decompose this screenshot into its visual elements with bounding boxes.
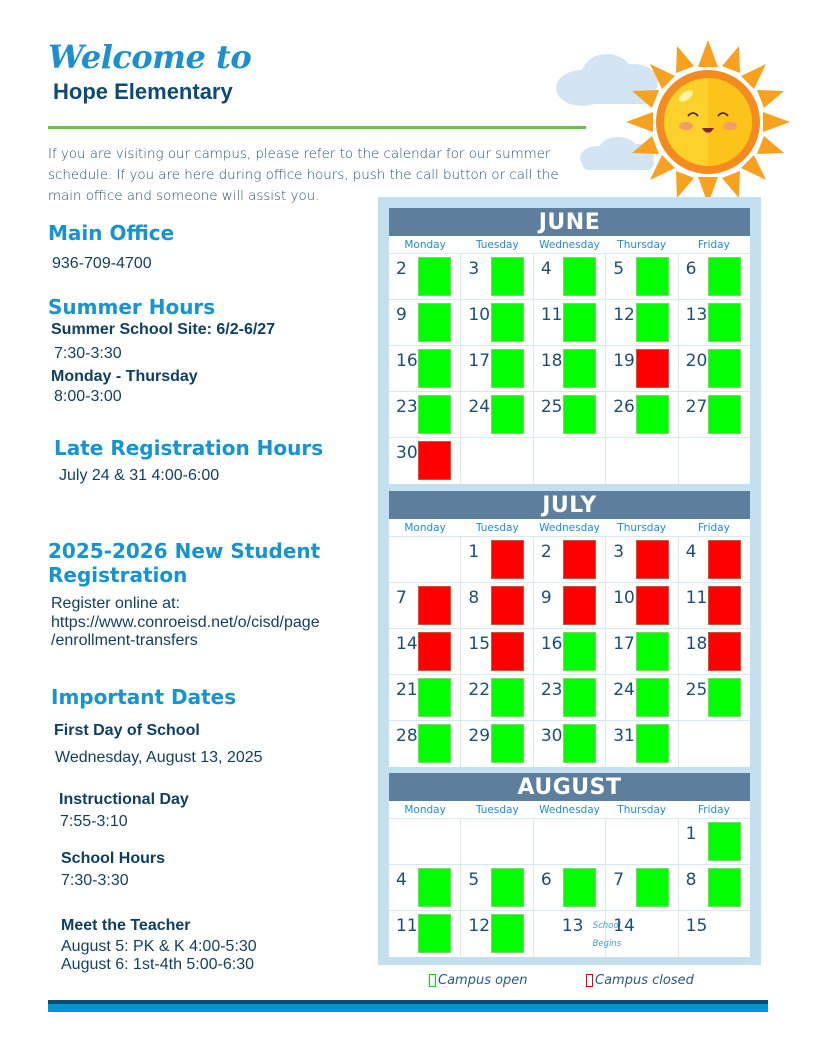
day-cell bbox=[389, 675, 461, 720]
day-cell bbox=[461, 721, 533, 767]
day-number: 6 bbox=[685, 259, 697, 279]
day-number: 21 bbox=[396, 680, 418, 700]
day-number: 4 bbox=[396, 870, 407, 890]
day-cell bbox=[461, 537, 533, 582]
day-number: 2 bbox=[396, 259, 407, 279]
day-number: 29 bbox=[468, 726, 491, 746]
registration-link[interactable]: https://www.conroeisd.net/o/cisd/page bbox=[51, 614, 320, 631]
campus-open-marker bbox=[491, 257, 524, 296]
day-number: 27 bbox=[685, 397, 708, 417]
weekday-label: Wednesday bbox=[539, 804, 600, 816]
day-cell bbox=[534, 865, 606, 910]
day-cell bbox=[389, 629, 461, 674]
day-cell bbox=[534, 254, 606, 299]
day-number: 24 bbox=[613, 680, 635, 700]
instructional-day-label: Instructional Day bbox=[59, 791, 189, 808]
day-cell bbox=[679, 537, 750, 582]
campus-open-marker bbox=[708, 349, 741, 388]
day-number: 28 bbox=[396, 726, 418, 746]
campus-open-marker bbox=[491, 868, 524, 907]
closed-swatch-icon bbox=[586, 974, 593, 987]
campus-closed-marker bbox=[418, 441, 451, 480]
day-cell bbox=[606, 392, 678, 437]
day-cell bbox=[679, 865, 750, 910]
campus-open-marker bbox=[563, 868, 596, 907]
divider bbox=[48, 126, 586, 129]
day-cell bbox=[461, 300, 533, 345]
day-cell bbox=[679, 911, 750, 957]
campus-open-marker bbox=[418, 395, 451, 434]
day-number: 1 bbox=[685, 824, 697, 844]
day-number: 4 bbox=[540, 259, 552, 279]
day-number: 9 bbox=[396, 305, 407, 325]
empty-day-cell bbox=[679, 438, 750, 484]
day-number: 25 bbox=[685, 680, 708, 700]
campus-open-marker bbox=[418, 303, 451, 342]
day-cell bbox=[389, 438, 461, 484]
day-cell bbox=[534, 346, 606, 391]
day-cell bbox=[461, 675, 533, 720]
day-number: 5 bbox=[613, 259, 625, 279]
weekday-label: Friday bbox=[698, 239, 730, 251]
late-registration-heading: Late Registration Hours bbox=[54, 436, 324, 460]
campus-closed-marker bbox=[563, 540, 596, 579]
empty-day-cell bbox=[606, 438, 678, 484]
day-cell bbox=[389, 583, 461, 628]
week-row bbox=[389, 392, 750, 438]
day-cell bbox=[534, 629, 606, 674]
day-number: 8 bbox=[685, 870, 697, 890]
day-number: 22 bbox=[468, 680, 491, 700]
day-cell bbox=[679, 254, 750, 299]
campus-open-marker bbox=[636, 303, 669, 342]
weekday-label: Wednesday bbox=[539, 522, 600, 534]
intro-paragraph: If you are visiting our campus, please refer to the calendar for our summer schedule. If you are here during office hours, push the call button or call the main office and someone will assist you. bbox=[48, 147, 559, 204]
late-registration-details: July 24 & 31 4:00-6:00 bbox=[59, 467, 220, 484]
day-cell bbox=[679, 819, 750, 864]
weekday-label: Friday bbox=[698, 804, 730, 816]
day-cell bbox=[534, 392, 606, 437]
day-number: 18 bbox=[685, 634, 708, 654]
week-row bbox=[389, 819, 750, 865]
weekday-header-row bbox=[389, 801, 750, 819]
summer-site-hours: 7:30-3:30 bbox=[54, 345, 122, 362]
day-number: 10 bbox=[468, 305, 491, 325]
day-note: School Begins bbox=[592, 921, 622, 949]
day-number: 10 bbox=[613, 588, 635, 608]
campus-open-marker bbox=[708, 678, 741, 717]
day-number: 3 bbox=[613, 542, 625, 562]
day-number: 16 bbox=[540, 634, 563, 654]
week-row bbox=[389, 865, 750, 911]
summer-days-label: Monday - Thursday bbox=[51, 368, 198, 385]
empty-day-cell bbox=[606, 819, 678, 864]
campus-open-marker bbox=[418, 724, 451, 763]
week-row bbox=[389, 583, 750, 629]
day-cell bbox=[389, 346, 461, 391]
day-number: 7 bbox=[613, 870, 625, 890]
campus-closed-marker bbox=[491, 586, 524, 625]
weekday-label: Monday bbox=[404, 522, 446, 534]
day-number: 1 bbox=[468, 542, 480, 562]
welcome-heading: Welcome to bbox=[48, 38, 252, 76]
month-title: JUNE bbox=[389, 208, 750, 236]
campus-open-marker bbox=[708, 303, 741, 342]
important-dates-heading: Important Dates bbox=[51, 685, 237, 709]
summer-site-label: Summer School Site: 6/2-6/27 bbox=[51, 321, 276, 338]
instructional-day-value: 7:55-3:10 bbox=[60, 813, 128, 830]
day-number: 6 bbox=[540, 870, 552, 890]
day-number: 19 bbox=[613, 351, 635, 371]
campus-open-marker bbox=[708, 822, 741, 861]
main-office-phone: 936-709-4700 bbox=[52, 255, 152, 272]
day-cell bbox=[461, 583, 533, 628]
day-cell bbox=[461, 392, 533, 437]
day-number: 14 bbox=[613, 916, 635, 936]
campus-open-marker bbox=[636, 724, 669, 763]
campus-closed-marker bbox=[708, 540, 741, 579]
empty-day-cell bbox=[461, 819, 533, 864]
summer-hours-heading: Summer Hours bbox=[48, 295, 216, 319]
legend-open-label: Campus open bbox=[438, 973, 528, 988]
day-cell bbox=[679, 392, 750, 437]
day-number: 12 bbox=[468, 916, 491, 936]
footer-bar-light bbox=[48, 1004, 768, 1012]
day-cell bbox=[679, 583, 750, 628]
day-cell bbox=[461, 254, 533, 299]
campus-open-marker bbox=[491, 914, 524, 953]
campus-open-marker bbox=[563, 724, 596, 763]
day-cell bbox=[461, 346, 533, 391]
main-office-heading: Main Office bbox=[48, 221, 175, 245]
day-cell bbox=[389, 911, 461, 957]
day-cell bbox=[534, 537, 606, 582]
day-number: 23 bbox=[396, 397, 418, 417]
weekday-label: Thursday bbox=[617, 804, 667, 816]
week-row bbox=[389, 721, 750, 767]
day-number: 5 bbox=[468, 870, 480, 890]
new-student-heading-line1: 2025-2026 New Student bbox=[48, 539, 321, 563]
day-cell bbox=[461, 629, 533, 674]
weekday-label: Friday bbox=[698, 522, 730, 534]
day-number: 12 bbox=[613, 305, 635, 325]
day-number: 26 bbox=[613, 397, 635, 417]
campus-closed-marker bbox=[636, 586, 669, 625]
weekday-label: Tuesday bbox=[475, 522, 519, 534]
legend-open bbox=[429, 973, 528, 988]
day-cell bbox=[389, 865, 461, 910]
day-number: 31 bbox=[613, 726, 635, 746]
campus-open-marker bbox=[491, 724, 524, 763]
day-number: 30 bbox=[540, 726, 563, 746]
campus-closed-marker bbox=[708, 632, 741, 671]
summer-days-hours: 8:00-3:00 bbox=[54, 388, 122, 405]
campus-open-marker bbox=[636, 395, 669, 434]
campus-open-marker bbox=[418, 349, 451, 388]
day-cell bbox=[679, 300, 750, 345]
day-number: 9 bbox=[540, 588, 552, 608]
first-day-value: Wednesday, August 13, 2025 bbox=[55, 749, 263, 766]
campus-closed-marker bbox=[636, 349, 669, 388]
day-cell bbox=[606, 583, 678, 628]
weekday-label: Monday bbox=[404, 804, 446, 816]
weekday-label: Tuesday bbox=[475, 239, 519, 251]
day-number: 16 bbox=[396, 351, 418, 371]
day-number: 17 bbox=[613, 634, 635, 654]
weekday-label: Thursday bbox=[617, 522, 667, 534]
week-row bbox=[389, 254, 750, 300]
campus-open-marker bbox=[418, 914, 451, 953]
day-number: 13 bbox=[685, 305, 708, 325]
day-cell bbox=[606, 911, 678, 957]
day-number: 11 bbox=[685, 588, 708, 608]
empty-day-cell bbox=[534, 819, 606, 864]
week-row bbox=[389, 629, 750, 675]
day-cell bbox=[461, 865, 533, 910]
day-cell bbox=[606, 254, 678, 299]
campus-open-marker bbox=[708, 395, 741, 434]
campus-closed-marker bbox=[491, 540, 524, 579]
campus-closed-marker bbox=[563, 586, 596, 625]
week-row bbox=[389, 537, 750, 583]
month-june bbox=[389, 208, 750, 484]
new-student-heading-line2: Registration bbox=[48, 563, 188, 587]
campus-open-marker bbox=[491, 395, 524, 434]
day-cell bbox=[606, 537, 678, 582]
week-row bbox=[389, 300, 750, 346]
weekday-label: Monday bbox=[404, 239, 446, 251]
day-number: 25 bbox=[540, 397, 563, 417]
weekday-header-row bbox=[389, 519, 750, 537]
campus-closed-marker bbox=[636, 540, 669, 579]
empty-day-cell bbox=[679, 721, 750, 767]
campus-open-marker bbox=[708, 868, 741, 907]
campus-closed-marker bbox=[418, 632, 451, 671]
day-number: 15 bbox=[468, 634, 491, 654]
day-cell bbox=[534, 300, 606, 345]
month-title: JULY bbox=[389, 491, 750, 519]
register-online-label: Register online at: bbox=[51, 595, 180, 612]
meet-teacher-line1: August 5: PK & K 4:00-5:30 bbox=[61, 938, 257, 955]
school-name: Hope Elementary bbox=[53, 79, 233, 104]
campus-closed-marker bbox=[418, 586, 451, 625]
weekday-label: Tuesday bbox=[475, 804, 519, 816]
day-cell bbox=[461, 911, 533, 957]
campus-open-marker bbox=[636, 632, 669, 671]
week-row bbox=[389, 911, 750, 957]
open-swatch-icon bbox=[429, 974, 436, 987]
day-cell bbox=[534, 583, 606, 628]
campus-open-marker bbox=[563, 303, 596, 342]
day-number: 3 bbox=[468, 259, 480, 279]
day-number: 30 bbox=[396, 443, 418, 463]
weekday-label: Thursday bbox=[617, 239, 667, 251]
week-row bbox=[389, 346, 750, 392]
day-number: 7 bbox=[396, 588, 407, 608]
campus-open-marker bbox=[708, 257, 741, 296]
day-number: 11 bbox=[540, 305, 563, 325]
weekday-header-row bbox=[389, 236, 750, 254]
campus-open-marker bbox=[418, 678, 451, 717]
campus-open-marker bbox=[491, 678, 524, 717]
school-hours-value: 7:30-3:30 bbox=[61, 872, 129, 889]
first-day-label: First Day of School bbox=[54, 722, 200, 739]
campus-open-marker bbox=[563, 632, 596, 671]
campus-open-marker bbox=[563, 678, 596, 717]
registration-link-cont[interactable]: /enrollment-transfers bbox=[51, 632, 198, 649]
month-july bbox=[389, 491, 750, 767]
day-number: 20 bbox=[685, 351, 708, 371]
meet-teacher-label: Meet the Teacher bbox=[61, 917, 191, 934]
campus-open-marker bbox=[418, 257, 451, 296]
day-cell bbox=[606, 300, 678, 345]
day-cell bbox=[679, 346, 750, 391]
month-title: AUGUST bbox=[389, 773, 750, 801]
empty-day-cell bbox=[461, 438, 533, 484]
day-cell bbox=[389, 254, 461, 299]
week-row bbox=[389, 675, 750, 721]
campus-closed-marker bbox=[708, 586, 741, 625]
week-row bbox=[389, 438, 750, 484]
day-number: 8 bbox=[468, 588, 480, 608]
day-number: 24 bbox=[468, 397, 491, 417]
day-cell bbox=[534, 721, 606, 767]
month-august bbox=[389, 773, 750, 957]
campus-open-marker bbox=[491, 349, 524, 388]
day-cell bbox=[679, 629, 750, 674]
day-number: 11 bbox=[396, 916, 418, 936]
day-number: 14 bbox=[396, 634, 418, 654]
day-cell bbox=[606, 346, 678, 391]
campus-open-marker bbox=[563, 349, 596, 388]
campus-open-marker bbox=[418, 868, 451, 907]
day-cell bbox=[389, 300, 461, 345]
sun-icon bbox=[624, 40, 794, 208]
campus-open-marker bbox=[563, 257, 596, 296]
day-cell bbox=[606, 675, 678, 720]
day-number: 2 bbox=[540, 542, 552, 562]
day-number: 15 bbox=[685, 916, 708, 936]
day-number: 13 bbox=[561, 916, 584, 936]
day-cell bbox=[606, 721, 678, 767]
meet-teacher-line2: August 6: 1st-4th 5:00-6:30 bbox=[61, 956, 255, 973]
day-cell bbox=[389, 392, 461, 437]
day-cell bbox=[679, 675, 750, 720]
school-hours-label: School Hours bbox=[61, 850, 166, 867]
day-number: 4 bbox=[685, 542, 697, 562]
weekday-label: Wednesday bbox=[539, 239, 600, 251]
day-cell bbox=[534, 911, 622, 957]
day-number: 23 bbox=[540, 680, 563, 700]
day-cell bbox=[606, 865, 678, 910]
legend-closed bbox=[586, 973, 694, 988]
day-number: 17 bbox=[468, 351, 491, 371]
day-cell bbox=[389, 721, 461, 767]
legend-closed-label: Campus closed bbox=[595, 973, 694, 988]
day-cell bbox=[606, 629, 678, 674]
empty-day-cell bbox=[389, 537, 461, 582]
campus-open-marker bbox=[636, 678, 669, 717]
empty-day-cell bbox=[389, 819, 461, 864]
campus-closed-marker bbox=[491, 632, 524, 671]
campus-open-marker bbox=[491, 303, 524, 342]
empty-day-cell bbox=[534, 438, 606, 484]
day-number: 18 bbox=[540, 351, 563, 371]
campus-open-marker bbox=[563, 395, 596, 434]
day-cell bbox=[534, 675, 606, 720]
campus-open-marker bbox=[636, 868, 669, 907]
campus-open-marker bbox=[636, 257, 669, 296]
